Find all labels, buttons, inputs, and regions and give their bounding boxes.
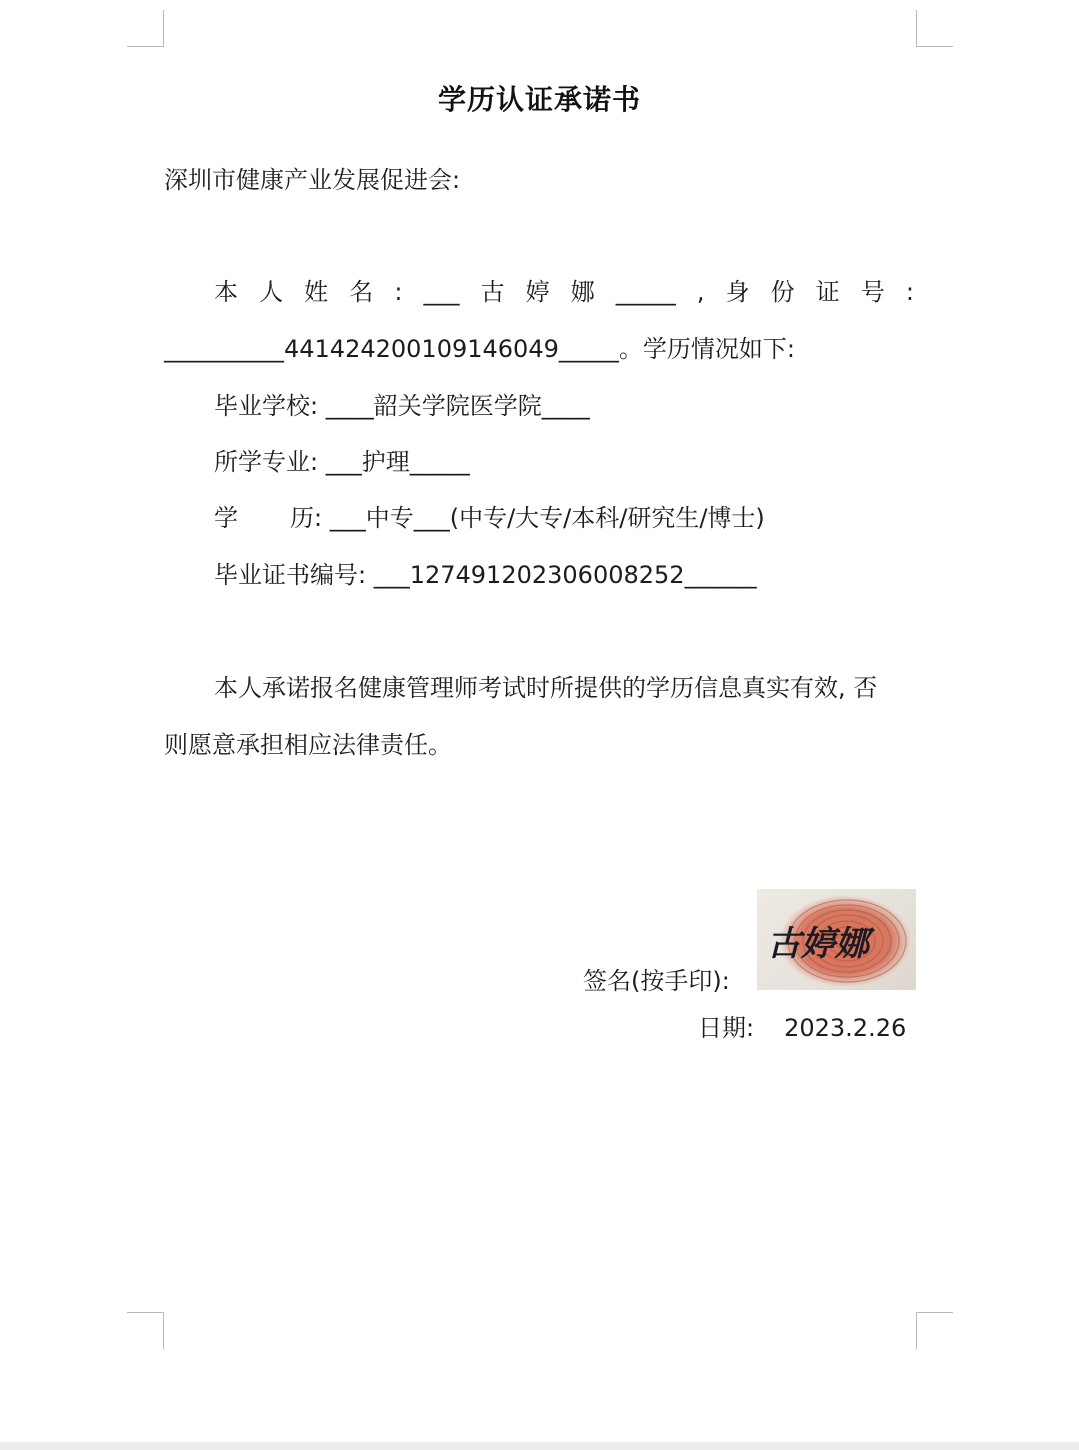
- signature-label: 签名(按手印):: [583, 967, 730, 995]
- name-value-char: 娜: [570, 278, 595, 306]
- education-label-char: 学: [214, 504, 238, 532]
- crop-mark-top-right: [916, 10, 953, 47]
- pledge-line-1: 本人承诺报名健康管理师考试时所提供的学历信息真实有效, 否: [214, 674, 878, 702]
- crop-mark-bottom-right: [916, 1312, 953, 1349]
- document-title: 学历认证承诺书: [437, 83, 641, 116]
- name-row-char: 本: [214, 278, 238, 306]
- crop-mark-top-left: [127, 10, 164, 47]
- name-value-char: 婷: [525, 278, 550, 306]
- name-row-char: 份: [770, 278, 795, 306]
- name-row-blank: _____: [615, 278, 676, 306]
- name-row-char: 人: [259, 278, 284, 306]
- date-value: 2023.2.26: [784, 1014, 907, 1042]
- name-row-char: :: [394, 278, 403, 306]
- name-row-char: 号: [860, 278, 885, 306]
- name-row: [214, 277, 914, 307]
- pledge-line-2: 则愿意承担相应法律责任。: [164, 731, 452, 759]
- graduation-school-line: 毕业学校: ____韶关学院医学院____: [214, 392, 590, 420]
- major-line: 所学专业: ___护理_____: [214, 448, 470, 476]
- signature-fingerprint-image: [757, 889, 916, 990]
- name-row-blank: ___: [423, 278, 460, 306]
- name-row-char: 证: [815, 278, 840, 306]
- education-level-line: [214, 503, 765, 533]
- date-label: 日期:: [698, 1014, 755, 1042]
- viewer-bottom-edge: [0, 1442, 1079, 1450]
- crop-mark-bottom-left: [127, 1312, 164, 1349]
- name-row-char: ,: [696, 278, 705, 306]
- certificate-number-line: 毕业证书编号: ___127491202306008252______: [214, 561, 757, 589]
- education-level-text: 历: ___中专___(中专/大专/本科/研究生/博士): [290, 504, 765, 532]
- id-number-line: __________441424200109146049_____。学历情况如下:: [164, 335, 795, 363]
- name-row-char: :: [905, 278, 914, 306]
- date-line: [698, 1013, 906, 1043]
- name-value-char: 古: [480, 278, 505, 306]
- name-row-char: 姓: [304, 278, 329, 306]
- handwritten-signature: 古婷娜: [767, 924, 869, 964]
- salutation: 深圳市健康产业发展促进会:: [164, 166, 461, 194]
- name-row-char: 身: [725, 278, 750, 306]
- name-row-char: 名: [349, 278, 374, 306]
